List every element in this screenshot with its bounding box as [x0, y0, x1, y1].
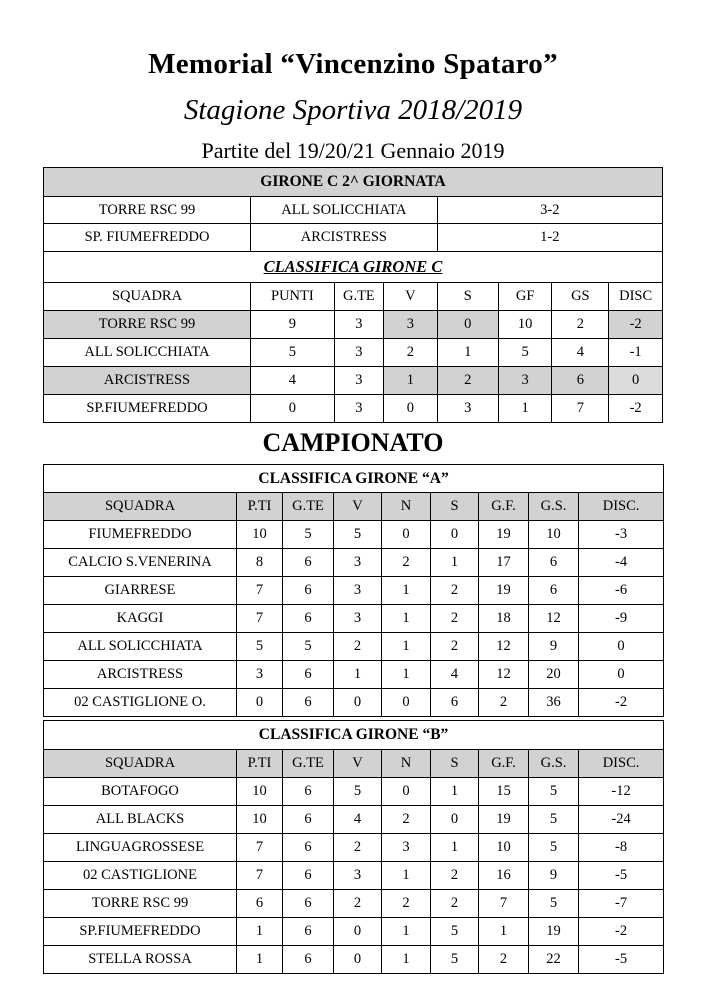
- cell: 3: [334, 605, 382, 633]
- table-row: [44, 834, 664, 862]
- table-row: [44, 577, 664, 605]
- cell: 0: [431, 521, 479, 549]
- cell: 19: [479, 521, 529, 549]
- campionato-title: CAMPIONATO: [262, 428, 444, 457]
- cell: 7: [479, 890, 529, 918]
- cell: -2: [579, 689, 664, 717]
- cell: 1: [382, 633, 431, 661]
- cell: 1: [382, 946, 431, 974]
- cell: 10: [529, 521, 579, 549]
- cell: 22: [529, 946, 579, 974]
- team-name: BOTAFOGO: [44, 778, 237, 806]
- cell: 1: [431, 834, 479, 862]
- cell: 6: [529, 549, 579, 577]
- cell: 1: [382, 661, 431, 689]
- cell: 10: [479, 834, 529, 862]
- cell: 6: [283, 661, 334, 689]
- cell: 6: [283, 605, 334, 633]
- cell: 1: [479, 918, 529, 946]
- cell: -8: [579, 834, 664, 862]
- cell: 10: [237, 806, 283, 834]
- cell: 5: [283, 633, 334, 661]
- cell: 5: [237, 633, 283, 661]
- cell: 2: [384, 339, 438, 367]
- table-row: [44, 521, 664, 549]
- girone-c-standings-title: CLASSIFICA GIRONE C: [44, 252, 663, 283]
- cell: 0: [579, 633, 664, 661]
- cell: -6: [579, 577, 664, 605]
- col-header: V: [334, 493, 382, 521]
- cell: 6: [283, 549, 334, 577]
- girone-c-table: [43, 167, 663, 423]
- team-name: 02 CASTIGLIONE O.: [44, 689, 237, 717]
- cell: 12: [479, 633, 529, 661]
- cell: -2: [579, 918, 664, 946]
- col-header: G.TE: [283, 750, 334, 778]
- cell: 5: [334, 778, 382, 806]
- cell: 3: [334, 862, 382, 890]
- cell: 0: [431, 806, 479, 834]
- team-name: SP.FIUMEFREDDO: [44, 395, 251, 423]
- cell: 1: [384, 367, 438, 395]
- cell: 6: [283, 890, 334, 918]
- col-header: V: [334, 750, 382, 778]
- col-header: N: [382, 750, 431, 778]
- cell: 6: [283, 689, 334, 717]
- table-row: [44, 339, 663, 367]
- cell: 5: [529, 890, 579, 918]
- cell: 1: [334, 661, 382, 689]
- cell: 4: [334, 806, 382, 834]
- table-row: [44, 778, 664, 806]
- cell: 0: [251, 395, 335, 423]
- cell: 2: [431, 605, 479, 633]
- col-header: GF: [498, 283, 552, 311]
- cell: 7: [237, 834, 283, 862]
- table-row: [44, 549, 664, 577]
- cell: 6: [237, 890, 283, 918]
- cell: 1: [382, 862, 431, 890]
- cell: 4: [552, 339, 609, 367]
- cell: 1: [237, 946, 283, 974]
- team-name: KAGGI: [44, 605, 237, 633]
- cell: 19: [529, 918, 579, 946]
- cell: 18: [479, 605, 529, 633]
- cell: 10: [498, 311, 552, 339]
- team-name: ARCISTRESS: [44, 661, 237, 689]
- cell: -4: [579, 549, 664, 577]
- cell: 0: [579, 661, 664, 689]
- cell: 3: [437, 395, 498, 423]
- table-row: [44, 890, 664, 918]
- team-name: ALL SOLICCHIATA: [44, 633, 237, 661]
- col-header: SQUADRA: [44, 750, 237, 778]
- cell: 1: [437, 339, 498, 367]
- cell: -5: [579, 946, 664, 974]
- cell: 9: [529, 862, 579, 890]
- cell: 6: [529, 577, 579, 605]
- cell: 0: [334, 918, 382, 946]
- column-header-row: [44, 283, 663, 311]
- cell: 6: [283, 946, 334, 974]
- table-row: [44, 862, 664, 890]
- cell: 19: [479, 806, 529, 834]
- cell: 3: [382, 834, 431, 862]
- table-row: [44, 806, 664, 834]
- cell: -2: [609, 395, 663, 423]
- col-header: SQUADRA: [44, 493, 237, 521]
- cell: 3: [334, 311, 383, 339]
- team-name: 02 CASTIGLIONE: [44, 862, 237, 890]
- cell: 2: [479, 689, 529, 717]
- table-row: [44, 311, 663, 339]
- col-header: N: [382, 493, 431, 521]
- cell: 6: [283, 806, 334, 834]
- cell: 1: [382, 577, 431, 605]
- cell: 2: [334, 890, 382, 918]
- table-row: [44, 633, 664, 661]
- cell: -7: [579, 890, 664, 918]
- cell: 6: [283, 862, 334, 890]
- column-header-row: [44, 493, 664, 521]
- team-name: SP.FIUMEFREDDO: [44, 918, 237, 946]
- cell: 2: [431, 577, 479, 605]
- cell: 7: [237, 577, 283, 605]
- cell: 9: [251, 311, 335, 339]
- cell: 1: [382, 918, 431, 946]
- girone-a-table: [43, 464, 664, 717]
- cell: 5: [283, 521, 334, 549]
- cell: 3: [334, 339, 383, 367]
- cell: 1: [431, 778, 479, 806]
- col-header: S: [431, 493, 479, 521]
- cell: 6: [283, 918, 334, 946]
- cell: 1: [382, 605, 431, 633]
- girone-c-header: GIRONE C 2^ GIORNATA: [44, 168, 663, 197]
- cell: 19: [479, 577, 529, 605]
- match-row: [44, 197, 663, 224]
- col-header: G.F.: [479, 750, 529, 778]
- cell: 3: [334, 367, 383, 395]
- cell: 5: [431, 946, 479, 974]
- team-name: ALL BLACKS: [44, 806, 237, 834]
- cell: 2: [437, 367, 498, 395]
- cell: -5: [579, 862, 664, 890]
- cell: 17: [479, 549, 529, 577]
- col-header: G.F.: [479, 493, 529, 521]
- cell: 6: [283, 577, 334, 605]
- cell: 5: [431, 918, 479, 946]
- cell: -3: [579, 521, 664, 549]
- team-name: ARCISTRESS: [44, 367, 251, 395]
- col-header: DISC.: [579, 493, 664, 521]
- cell: 1: [431, 549, 479, 577]
- cell: 2: [479, 946, 529, 974]
- table-row: [44, 946, 664, 974]
- cell: 1: [237, 918, 283, 946]
- cell: 6: [552, 367, 609, 395]
- table-row: [44, 367, 663, 395]
- cell: 10: [237, 521, 283, 549]
- cell: 7: [552, 395, 609, 423]
- cell: 5: [251, 339, 335, 367]
- cell: 20: [529, 661, 579, 689]
- column-header-row: [44, 750, 664, 778]
- cell: -9: [579, 605, 664, 633]
- cell: 0: [334, 689, 382, 717]
- cell: -12: [579, 778, 664, 806]
- team-name: TORRE RSC 99: [44, 890, 237, 918]
- match-home: TORRE RSC 99: [44, 197, 251, 224]
- col-header: G.TE: [283, 493, 334, 521]
- cell: 2: [552, 311, 609, 339]
- cell: 5: [529, 778, 579, 806]
- col-header: G.TE: [334, 283, 383, 311]
- table-row: [44, 661, 664, 689]
- col-header: V: [384, 283, 438, 311]
- cell: 2: [334, 834, 382, 862]
- team-name: TORRE RSC 99: [44, 311, 251, 339]
- cell: 3: [237, 661, 283, 689]
- cell: 12: [479, 661, 529, 689]
- cell: 3: [334, 577, 382, 605]
- cell: 5: [529, 834, 579, 862]
- cell: 0: [237, 689, 283, 717]
- cell: 3: [334, 549, 382, 577]
- table-row: [44, 605, 664, 633]
- table-row: [44, 689, 664, 717]
- cell: 2: [382, 549, 431, 577]
- cell: 5: [334, 521, 382, 549]
- cell: 3: [334, 395, 383, 423]
- cell: 1: [498, 395, 552, 423]
- match-row: [44, 224, 663, 252]
- girone-a-title: CLASSIFICA GIRONE “A”: [44, 465, 664, 493]
- col-header: DISC.: [579, 750, 664, 778]
- cell: -1: [609, 339, 663, 367]
- cell: 5: [498, 339, 552, 367]
- team-name: CALCIO S.VENERINA: [44, 549, 237, 577]
- match-away: ARCISTRESS: [251, 224, 438, 252]
- girone-b-title: CLASSIFICA GIRONE “B”: [44, 721, 664, 750]
- cell: 12: [529, 605, 579, 633]
- cell: 0: [384, 395, 438, 423]
- team-name: ALL SOLICCHIATA: [44, 339, 251, 367]
- match-score: 1-2: [437, 224, 662, 252]
- cell: 0: [382, 689, 431, 717]
- match-away: ALL SOLICCHIATA: [251, 197, 438, 224]
- cell: 3: [384, 311, 438, 339]
- match-dates: Partite del 19/20/21 Gennaio 2019: [201, 138, 505, 163]
- col-header: P.TI: [237, 750, 283, 778]
- girone-b-table: [43, 720, 664, 974]
- col-header: GS: [552, 283, 609, 311]
- table-row: [44, 395, 663, 423]
- memorial-title: Memorial “Vincenzino Spataro”: [148, 48, 558, 80]
- col-header: S: [437, 283, 498, 311]
- cell: 2: [431, 633, 479, 661]
- cell: 0: [382, 778, 431, 806]
- team-name: STELLA ROSSA: [44, 946, 237, 974]
- cell: 15: [479, 778, 529, 806]
- cell: 7: [237, 862, 283, 890]
- cell: 5: [529, 806, 579, 834]
- cell: 6: [283, 778, 334, 806]
- col-header: PUNTI: [251, 283, 335, 311]
- col-header: G.S.: [529, 750, 579, 778]
- cell: 7: [237, 605, 283, 633]
- cell: 2: [431, 890, 479, 918]
- col-header: DISC: [609, 283, 663, 311]
- col-header: SQUADRA: [44, 283, 251, 311]
- cell: 2: [334, 633, 382, 661]
- team-name: GIARRESE: [44, 577, 237, 605]
- cell: 10: [237, 778, 283, 806]
- cell: 6: [431, 689, 479, 717]
- cell: 2: [382, 806, 431, 834]
- cell: 9: [529, 633, 579, 661]
- cell: 0: [609, 367, 663, 395]
- match-home: SP. FIUMEFREDDO: [44, 224, 251, 252]
- cell: 0: [334, 946, 382, 974]
- cell: 4: [251, 367, 335, 395]
- cell: 2: [431, 862, 479, 890]
- cell: 0: [437, 311, 498, 339]
- cell: -24: [579, 806, 664, 834]
- cell: 2: [382, 890, 431, 918]
- team-name: LINGUAGROSSESE: [44, 834, 237, 862]
- col-header: S: [431, 750, 479, 778]
- cell: 0: [382, 521, 431, 549]
- season-subtitle: Stagione Sportiva 2018/2019: [183, 94, 523, 126]
- cell: 4: [431, 661, 479, 689]
- cell: 36: [529, 689, 579, 717]
- cell: 6: [283, 834, 334, 862]
- col-header: G.S.: [529, 493, 579, 521]
- cell: 3: [498, 367, 552, 395]
- match-score: 3-2: [437, 197, 662, 224]
- cell: 8: [237, 549, 283, 577]
- cell: -2: [609, 311, 663, 339]
- col-header: P.TI: [237, 493, 283, 521]
- team-name: FIUMEFREDDO: [44, 521, 237, 549]
- cell: 16: [479, 862, 529, 890]
- table-row: [44, 918, 664, 946]
